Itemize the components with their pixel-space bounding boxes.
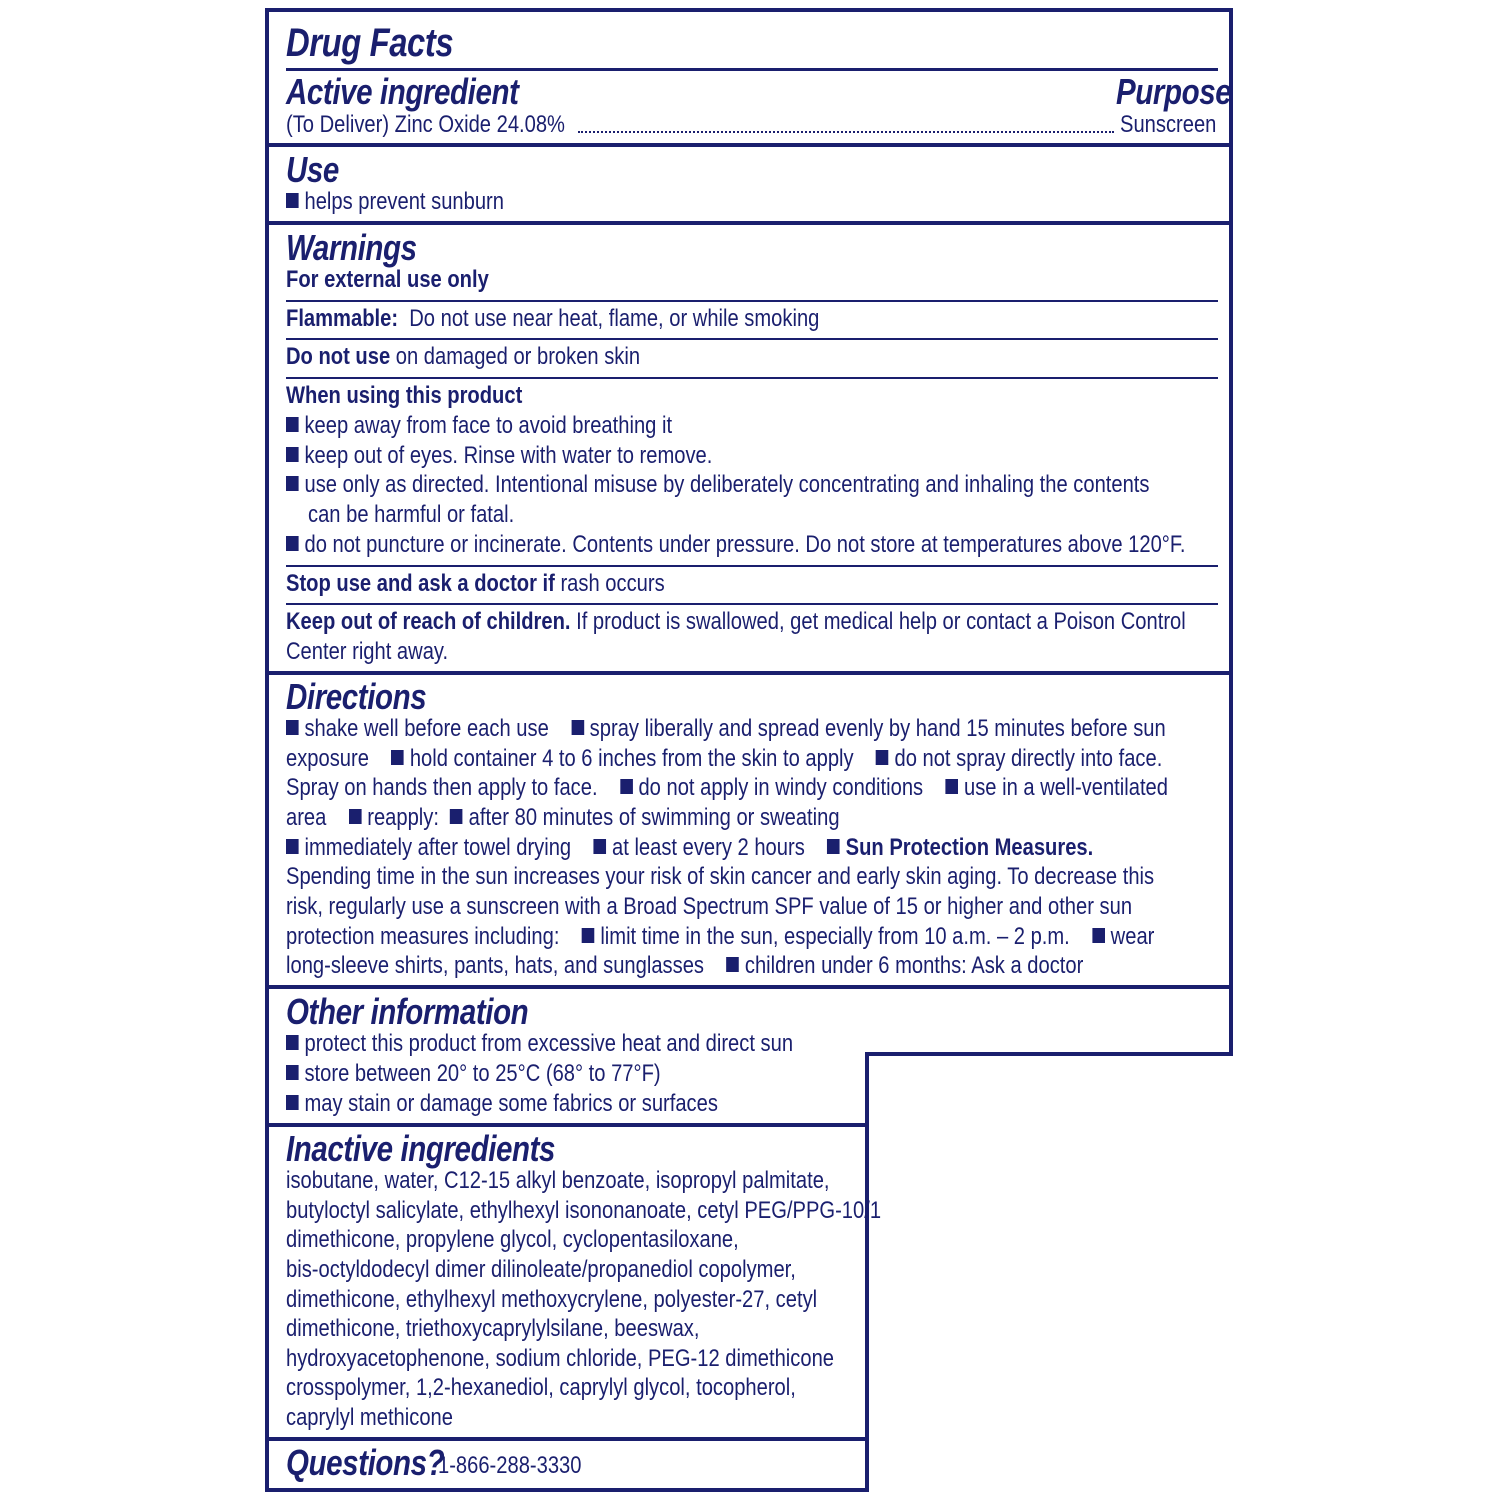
divider-questions: [265, 1437, 869, 1441]
rule-donotuse: [286, 338, 1218, 340]
when-using-item: do not puncture or incinerate. Contents under pressure. Do not store at temperatures above 120°F.: [286, 530, 1186, 560]
bullet-icon: [620, 779, 633, 794]
active-ingredient-line: [286, 110, 565, 140]
bullet-icon: [286, 193, 299, 208]
bullet-icon: [286, 720, 299, 735]
external-use: For external use only: [286, 266, 489, 293]
bullet-icon: [286, 417, 299, 432]
bullet-icon: [286, 447, 299, 462]
directions-line: risk, regularly use a sunscreen with a Broad Spectrum SPF value of 15 or higher and other sun: [286, 893, 1133, 920]
purpose-heading: Purpose: [1116, 71, 1232, 112]
other-info-heading: Other information: [286, 991, 529, 1032]
when-using-item: keep away from face to avoid breathing it: [286, 411, 672, 441]
frame-step-horizontal: [865, 1052, 1233, 1056]
inactive-line: crosspolymer, 1,2-hexanediol, caprylyl glycol, tocopherol,: [286, 1374, 796, 1401]
rule-keep: [286, 603, 1218, 605]
other-info-item: may stain or damage some fabrics or surfaces: [286, 1089, 718, 1119]
bullet-icon: [946, 779, 959, 794]
when-using-item: use only as directed. Intentional misuse by deliberately concentrating and inhaling the contents: [286, 470, 1149, 500]
frame-right-lower: [865, 1052, 869, 1492]
bullet-icon: [827, 839, 840, 854]
warnings-heading: Warnings: [286, 227, 417, 268]
directions-line: protection measures including: limit time in the sun, especially from 10 a.m. – 2 p.m. wear: [286, 923, 1155, 950]
other-info-item: protect this product from excessive heat and direct sun: [286, 1029, 793, 1059]
directions-line: shake well before each use spray liberally and spread evenly by hand 15 minutes before sun: [286, 714, 1166, 744]
rule-whenusing: [286, 377, 1218, 379]
bullet-icon: [726, 957, 739, 972]
inactive-line: butyloctyl salicylate, ethylhexyl isononanoate, cetyl PEG/PPG-10/1: [286, 1197, 882, 1224]
inactive-line: caprylyl methicone: [286, 1404, 453, 1431]
frame-bottom: [265, 1488, 869, 1492]
bullet-icon: [286, 476, 299, 491]
questions-phone[interactable]: 1-866-288-3330: [438, 1452, 582, 1479]
use-item: helps prevent sunburn: [286, 187, 504, 217]
flammable-line: Flammable: Do not use near heat, flame, or while smoking: [286, 305, 820, 332]
frame-left: [265, 8, 269, 1492]
when-using-item-continued: can be harmful or fatal.: [308, 501, 515, 528]
divider-directions: [265, 671, 1233, 675]
inactive-line: dimethicone, propylene glycol, cyclopentasiloxane,: [286, 1226, 739, 1253]
divider-inactive: [265, 1123, 869, 1127]
divider-use: [265, 143, 1233, 147]
directions-heading: Directions: [286, 676, 427, 717]
inactive-line: isobutane, water, C12-15 alkyl benzoate, isopropyl palmitate,: [286, 1167, 830, 1194]
active-purpose: Sunscreen: [1120, 111, 1217, 138]
bullet-icon: [286, 839, 299, 854]
inactive-heading: Inactive ingredients: [286, 1128, 556, 1169]
rule-stop: [286, 565, 1218, 567]
directions-line: area reapply: after 80 minutes of swimming or sweating: [286, 804, 840, 831]
divider-other: [265, 985, 1233, 989]
directions-line: Spray on hands then apply to face. do not apply in windy conditions use in a well-ventilated: [286, 774, 1168, 801]
dot-leader: [578, 131, 1114, 133]
directions-line: long-sleeve shirts, pants, hats, and sunglasses children under 6 months: Ask a doctor: [286, 952, 1084, 979]
when-using-item: keep out of eyes. Rinse with water to remove.: [286, 441, 712, 471]
bullet-icon: [450, 809, 463, 824]
inactive-line: hydroxyacetophenone, sodium chloride, PEG-12 dimethicone: [286, 1345, 835, 1372]
directions-line: exposure hold container 4 to 6 inches from the skin to apply do not spray directly into face.: [286, 745, 1163, 772]
directions-line: immediately after towel drying at least every 2 hours Sun Protection Measures.: [286, 833, 1093, 863]
bullet-icon: [349, 809, 362, 824]
active-ingredient-name: (To Deliver) Zinc Oxide 24.08%: [286, 111, 565, 138]
directions-line: Spending time in the sun increases your risk of skin cancer and early skin aging. To decrease this: [286, 863, 1155, 890]
inactive-line: dimethicone, triethoxycaprylylsilane, beeswax,: [286, 1315, 700, 1342]
frame-top: [265, 8, 1233, 12]
stop-use-line: Stop use and ask a doctor if rash occurs: [286, 570, 665, 597]
questions-heading: Questions?: [286, 1442, 445, 1483]
bullet-icon: [876, 750, 889, 765]
donotuse-line: Do not use on damaged or broken skin: [286, 343, 641, 370]
other-info-item: store between 20° to 25°C (68° to 77°F): [286, 1059, 661, 1089]
inactive-line: dimethicone, ethylhexyl methoxycrylene, polyester-27, cetyl: [286, 1286, 818, 1313]
bullet-icon: [582, 928, 595, 943]
divider-warnings: [265, 221, 1233, 225]
active-ingredient-heading: Active ingredient: [286, 71, 519, 112]
bullet-icon: [1092, 928, 1105, 943]
bullet-icon: [286, 1035, 299, 1050]
bullet-icon: [594, 839, 607, 854]
frame-right-upper: [1229, 8, 1233, 1056]
bullet-icon: [391, 750, 404, 765]
keep-out-line: Keep out of reach of children. If product is swallowed, get medical help or contact a Poison Control: [286, 608, 1186, 635]
bullet-icon: [286, 1065, 299, 1080]
bullet-icon: [286, 536, 299, 551]
when-using-heading: When using this product: [286, 382, 523, 409]
keep-out-line-2: Center right away.: [286, 638, 449, 665]
bullet-icon: [571, 720, 584, 735]
drug-facts-title: Drug Facts: [286, 21, 454, 65]
inactive-line: bis-octyldodecyl dimer dilinoleate/propanediol copolymer,: [286, 1256, 796, 1283]
use-heading: Use: [286, 149, 339, 190]
bullet-icon: [286, 1095, 299, 1110]
rule-flammable: [286, 300, 1218, 302]
